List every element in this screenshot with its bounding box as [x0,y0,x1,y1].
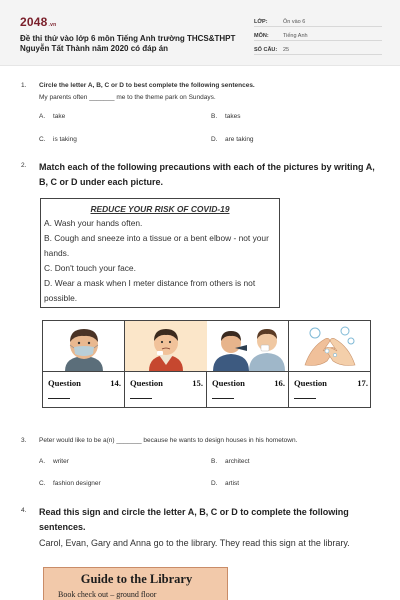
answer-blank[interactable] [48,398,70,399]
picture-table [42,320,371,408]
precaution-a: A. Wash your hands often. [44,218,143,228]
picture-cell [207,321,289,371]
option-a[interactable]: A. take [39,113,66,120]
question-instruction: Read this sign and circle the letter A, B, C or D to complete the following sentences. [39,507,349,532]
question-sentence: My parents often _______ me to the theme park on Sundays. [39,94,216,101]
option-c[interactable]: C. fashion designer [39,480,101,487]
answer-blank[interactable] [130,398,152,399]
page-header [0,0,400,66]
meta-class [254,17,382,27]
option-c[interactable]: C. is taking [39,136,77,143]
answer-label: Question [130,378,163,388]
answer-row [43,371,370,407]
box-title: REDUCE YOUR RISK OF COVID-19 [90,204,230,214]
meta-subject [254,31,382,41]
coughing-people-icon [207,321,289,371]
option-b[interactable]: B. architect [211,458,250,465]
meta-count [254,45,382,55]
question-number: 1. [21,82,27,89]
answer-number: 16. [274,378,285,388]
option-d[interactable]: D. are taking [211,136,254,143]
answer-blank[interactable] [294,398,316,399]
sick-person-icon [125,321,207,371]
question-number: 4. [21,507,27,514]
answer-cell-15[interactable] [125,372,207,408]
hand-washing-icon [289,321,370,371]
meta-key: SỐ CÂU: [254,47,278,53]
option-d[interactable]: D. artist [211,480,240,487]
option-b[interactable]: B. takes [211,113,241,120]
logo-main: 2048 [20,15,48,29]
sign-line: Book check out – ground floor [58,590,157,599]
answer-label: Question [294,378,327,388]
meta-value: Ôn vào 6 [283,19,306,25]
answer-cell-14[interactable] [43,372,125,408]
answer-label: Question [212,378,245,388]
sign-title: Guide to the Library [80,572,193,586]
question-passage: Carol, Evan, Gary and Anna go to the library. They read this sign at the library. [39,538,350,548]
question-sentence: Peter would like to be a(n) _______ because he wants to design houses in his hometown. [39,437,298,444]
answer-number: 17. [357,378,368,388]
answer-blank[interactable] [212,398,234,399]
picture-cell [125,321,207,371]
library-sign [43,567,228,600]
meta-key: MÔN: [254,33,269,39]
answer-cell-17[interactable] [289,372,371,408]
option-a[interactable]: A. writer [39,458,69,465]
answer-number: 14. [110,378,121,388]
masked-person-icon [43,321,125,371]
document-title: Đề thi thử vào lớp 6 môn Tiếng Anh trường THCS&THPT Nguyễn Tất Thành năm 2020 có đáp án [20,34,236,53]
meta-value: 25 [283,47,290,53]
site-logo[interactable] [20,15,56,29]
covid-precautions-box [40,198,280,308]
precaution-d: D. Wear a mask when I meter distance from others is not possible. [44,278,256,303]
meta-key: LỚP: [254,19,268,25]
precaution-b: B. Cough and sneeze into a tissue or a bent elbow - not your hands. [44,233,269,258]
question-number: 3. [21,437,27,444]
answer-number: 15. [192,378,203,388]
question-instruction: Circle the letter A, B, C or D to best complete the following sentences. [39,82,255,89]
question-number: 2. [21,162,27,169]
meta-value: Tiếng Anh [283,33,308,39]
answer-label: Question [48,378,81,388]
answer-cell-16[interactable] [207,372,289,408]
logo-sub: .vn [48,22,57,28]
precaution-c: C. Don't touch your face. [44,263,136,273]
question-instruction: Match each of the following precautions with each of the pictures by writing A, B, C or D under each picture. [39,162,375,187]
picture-cell [289,321,371,371]
picture-cell [43,321,125,371]
